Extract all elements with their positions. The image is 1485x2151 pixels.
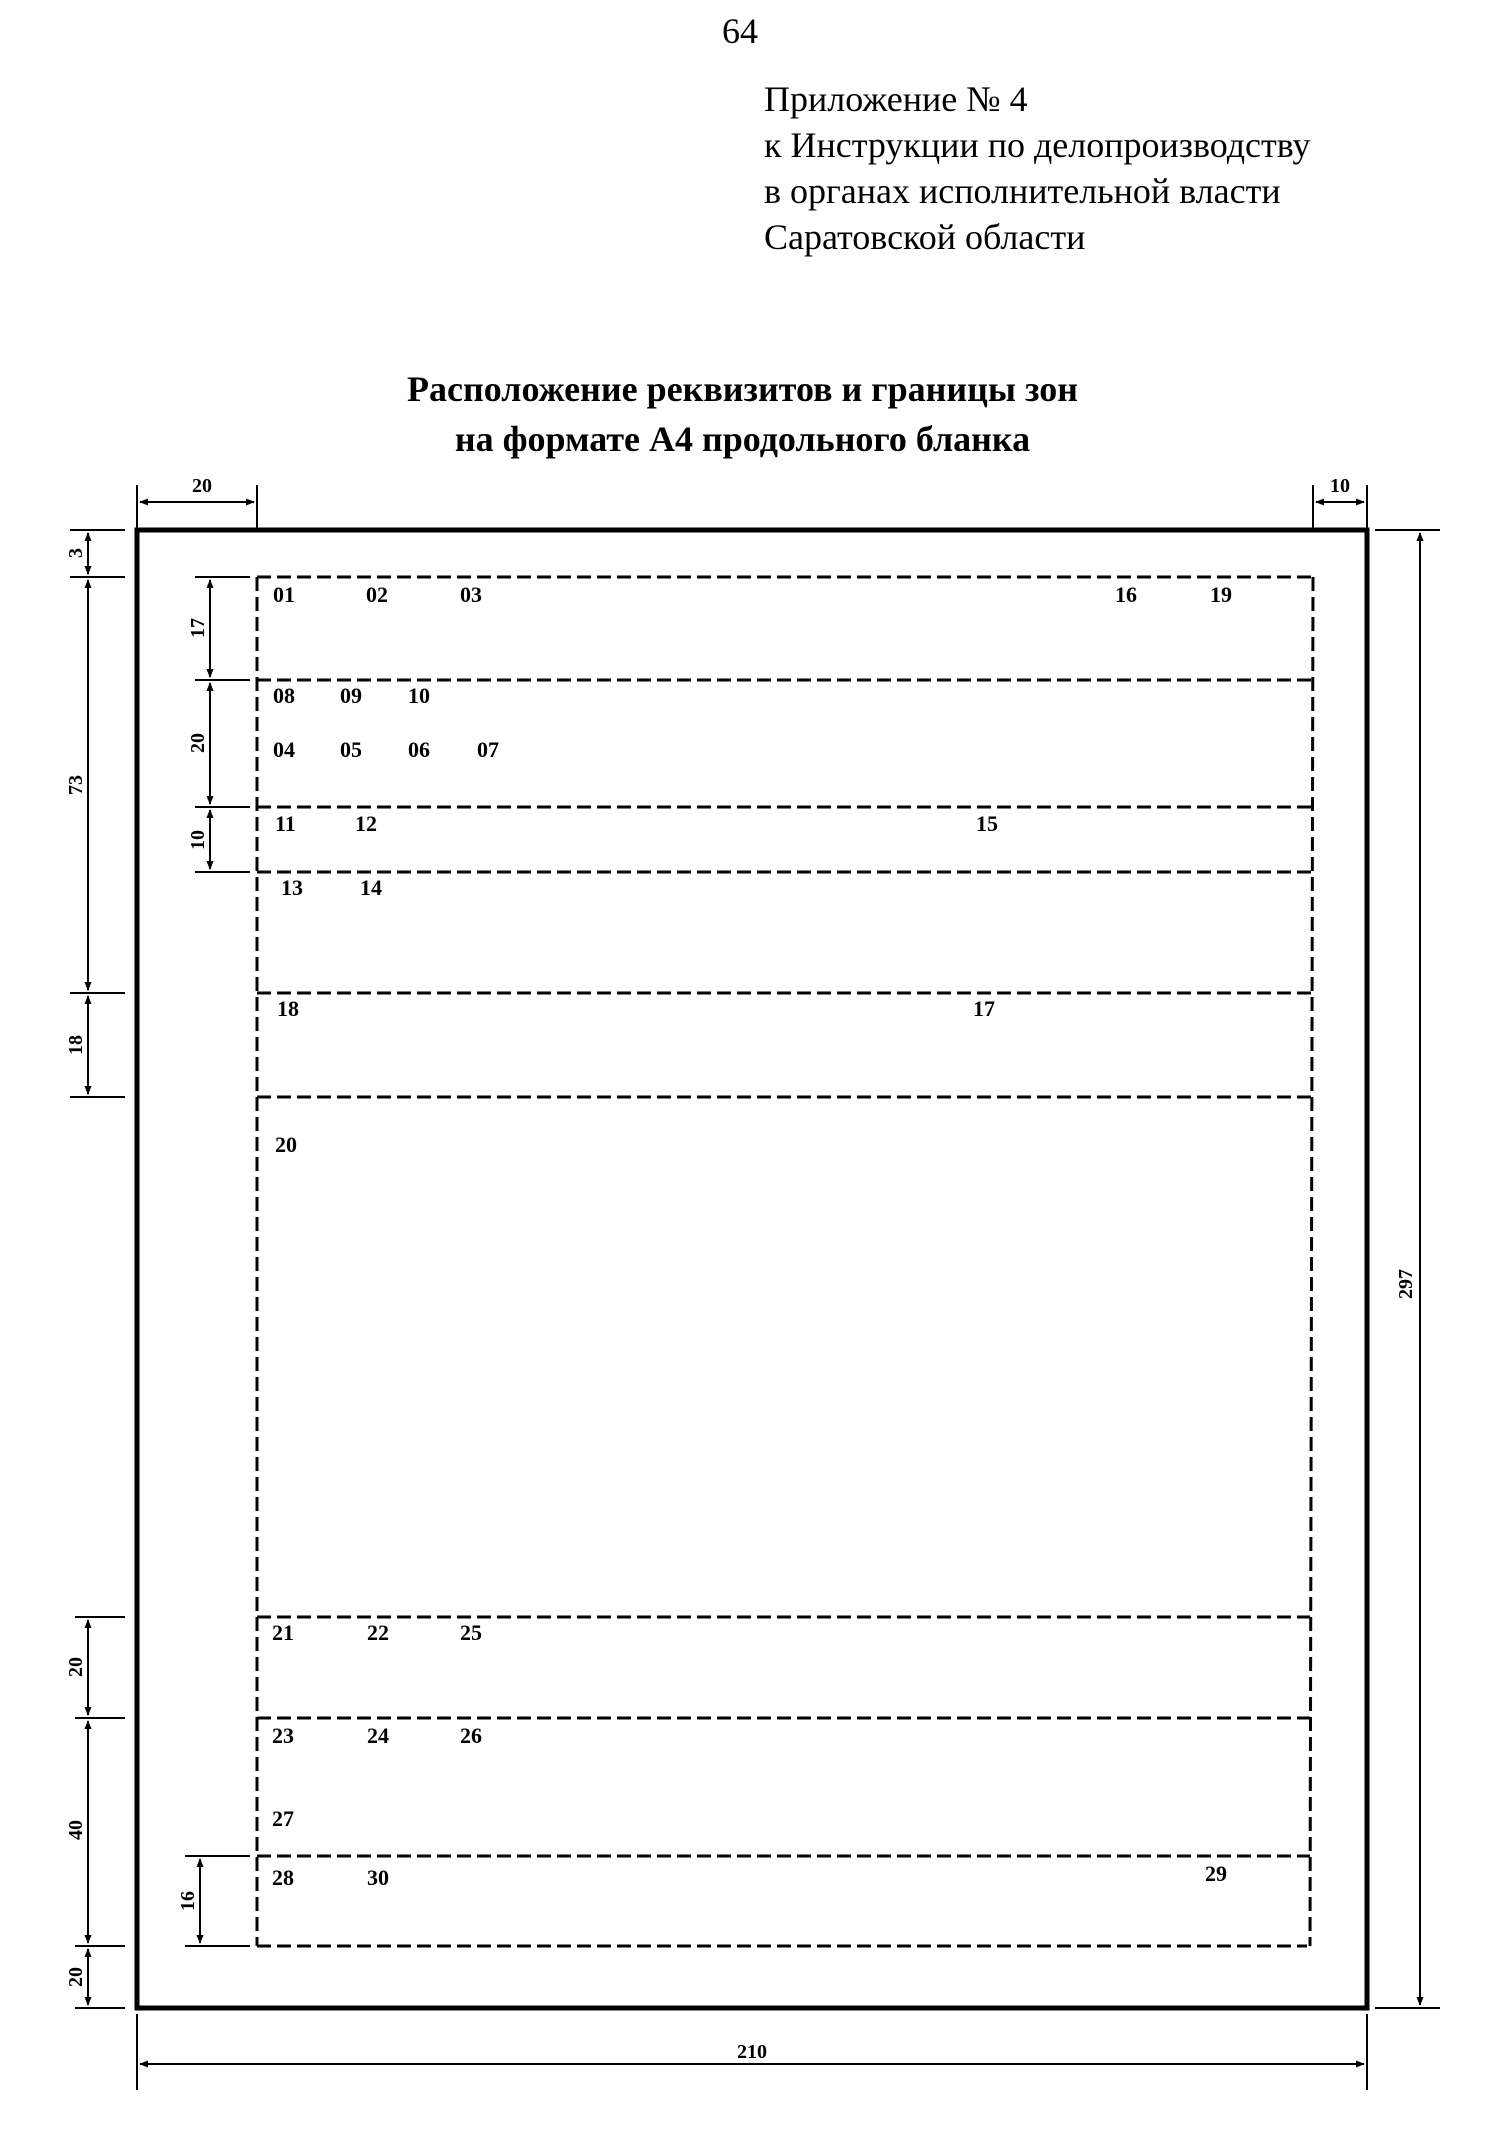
zones-frame: [257, 577, 1313, 1946]
zone-code-13: 13: [281, 875, 303, 900]
zone-code-14: 14: [360, 875, 382, 900]
zone-code-30: 30: [367, 1865, 389, 1890]
dim-zone-18: 18: [65, 1035, 87, 1055]
zone-code-29: 29: [1205, 1861, 1227, 1886]
zone-code-08: 08: [273, 683, 295, 708]
dim-zone-28: 16: [177, 1891, 199, 1911]
zone-code-26: 26: [460, 1723, 482, 1748]
zone-code-27: 27: [272, 1806, 294, 1831]
dim-right-margin: 10: [1330, 475, 1350, 497]
title-line-2: на формате А4 продольного бланка: [454, 419, 1031, 459]
title-line-1: Расположение реквизитов и границы зон: [407, 369, 1078, 409]
appendix-line-1: Приложение № 4: [764, 79, 1028, 119]
zone-code-18: 18: [277, 996, 299, 1021]
zone-code-19: 19: [1210, 582, 1232, 607]
dimension-lines: [70, 485, 1440, 2090]
appendix-line-3: в органах исполнительной власти: [764, 171, 1281, 211]
zone-code-04: 04: [273, 737, 295, 762]
zone-code-22: 22: [367, 1620, 389, 1645]
page-number: 64: [722, 11, 758, 51]
zone-code-03: 03: [460, 582, 482, 607]
zone-code-28: 28: [272, 1865, 294, 1890]
zone-code-11: 11: [275, 811, 296, 836]
zone-code-25: 25: [460, 1620, 482, 1645]
zone-codes: [272, 582, 1232, 1890]
zone-code-09: 09: [340, 683, 362, 708]
appendix-line-2: к Инструкции по делопроизводству: [764, 125, 1311, 165]
zone-code-20: 20: [275, 1132, 297, 1157]
zone-code-01: 01: [273, 582, 295, 607]
zone-code-02: 02: [366, 582, 388, 607]
dim-zone-top: 17: [187, 618, 209, 638]
zone-code-21: 21: [272, 1620, 294, 1645]
dim-zone-second: 20: [187, 733, 209, 753]
dim-zone-23: 40: [65, 1820, 87, 1840]
dim-zone-third: 10: [187, 830, 209, 850]
dim-bottom-margin: 20: [65, 1967, 87, 1987]
dim-zone-21: 20: [65, 1657, 87, 1677]
zone-code-06: 06: [408, 737, 430, 762]
dim-page-width: 210: [737, 2041, 767, 2063]
zone-code-24: 24: [367, 1723, 389, 1748]
zone-code-07: 07: [477, 737, 499, 762]
zone-code-23: 23: [272, 1723, 294, 1748]
dim-page-height: 297: [1395, 1269, 1417, 1299]
appendix-line-4: Саратовской области: [764, 217, 1086, 257]
zone-code-10: 10: [408, 683, 430, 708]
dim-header-block: 73: [65, 775, 87, 795]
dim-left-margin: 20: [192, 475, 212, 497]
zone-code-05: 05: [340, 737, 362, 762]
zone-code-15: 15: [976, 811, 998, 836]
sheet-border: [137, 530, 1367, 2008]
dim-top-margin: 3: [65, 548, 87, 558]
zone-code-16: 16: [1115, 582, 1137, 607]
zone-code-12: 12: [355, 811, 377, 836]
zone-code-17: 17: [973, 996, 995, 1021]
